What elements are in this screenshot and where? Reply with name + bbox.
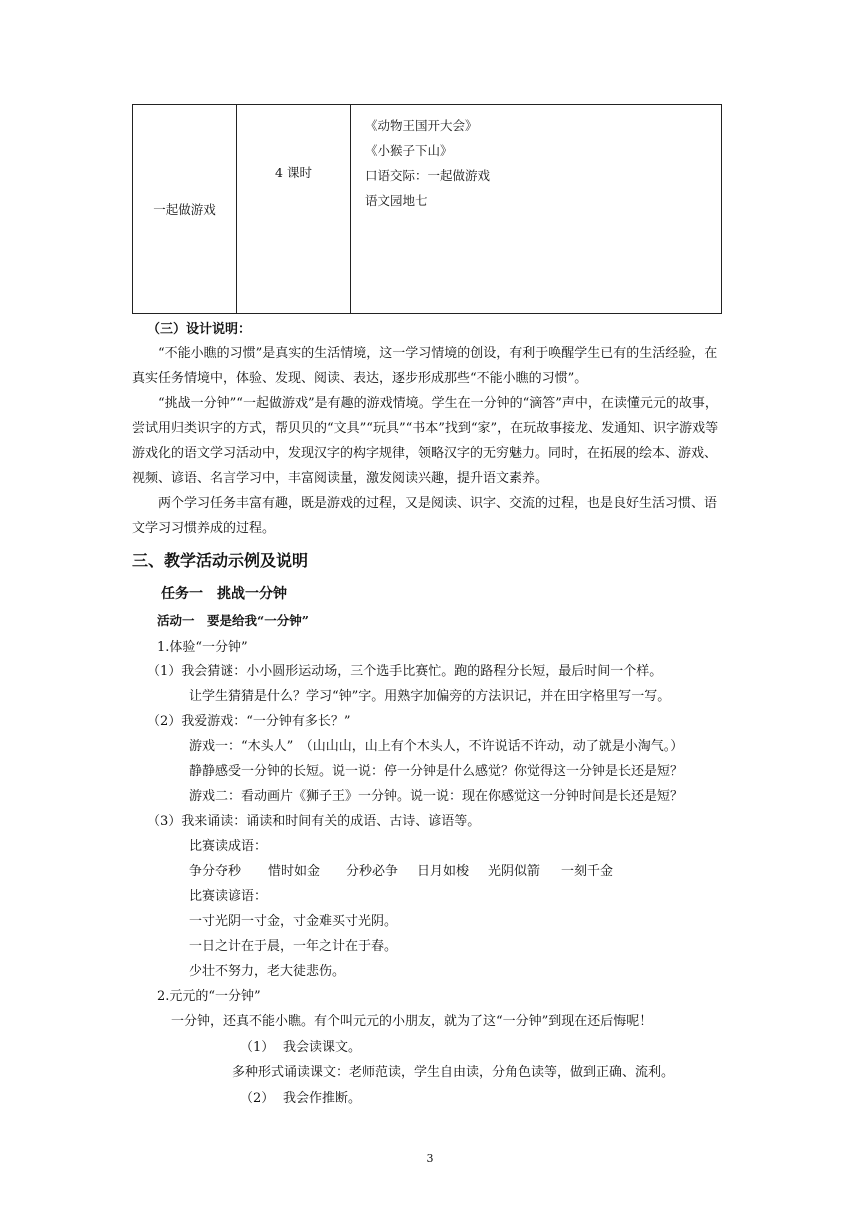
- idioms-label: 比赛读成语：: [189, 839, 268, 854]
- idiom-item: 一刻千金: [561, 864, 614, 879]
- idiom-item: 惜时如金: [268, 864, 321, 879]
- sub-item-title: （2）我爱游戏：“一分钟有多长？”: [147, 714, 351, 729]
- text-line: 多种形式诵读课文：老师范读，学生自由读，分角色读等，做到正确、流利。: [232, 1065, 675, 1080]
- text-line: 让学生猜猜是什么？学习“钟”字。用熟字加偏旁的方法识记，并在田字格里写一写。: [189, 689, 671, 704]
- activity-title: 活动一 要是给我“一分钟”: [157, 613, 309, 628]
- item-title: 2.元元的“一分钟”: [157, 989, 261, 1004]
- proverb-item: 一日之计在于晨，一年之计在于春。: [189, 939, 398, 954]
- sub-item-number: （2）: [240, 1091, 275, 1106]
- hours-cell: 4 课时: [237, 105, 351, 314]
- proverbs-label: 比赛读谚语：: [189, 889, 268, 904]
- idiom-item: 光阴似箭: [488, 864, 541, 879]
- text-line: 游戏二：看动画片《狮子王》一分钟。说一说：现在你感觉这一分钟时间是长还是短？: [189, 789, 684, 804]
- task-title: 任务一 挑战一分钟: [161, 586, 287, 602]
- sub-item-title: （3）我来诵读：诵读和时间有关的成语、古诗、谚语等。: [147, 814, 481, 829]
- proverb-item: 一寸光阴一寸金，寸金难买寸光阴。: [189, 914, 398, 929]
- design-heading: （三）设计说明：: [147, 322, 252, 337]
- lesson-item: 《动物王国开大会》: [365, 118, 478, 133]
- text-line: 静静感受一分钟的长短。说一说：停一分钟是什么感觉？你觉得这一分钟是长还是短？: [189, 764, 684, 779]
- lessons-cell: [351, 105, 722, 314]
- sub-item-text: 我会读课文。: [283, 1040, 362, 1055]
- page-number: 3: [426, 1152, 434, 1165]
- idiom-item: 日月如梭: [417, 864, 470, 879]
- sub-item-text: 我会作推断。: [283, 1091, 362, 1106]
- text-line: 游戏一：“木头人” （山山山，山上有个木头人，不许说话不许动，动了就是小淘气。）: [189, 739, 684, 754]
- design-paragraph: “不能小瞧的习惯”是真实的生活情境，这一学习情境的创设，有利于唤醒学生已有的生活经验，在真实任务情境中，体验、发现、阅读、表达，逐步形成那些“不能小瞧的习惯”。: [132, 346, 718, 386]
- design-paragraph: “挑战一分钟”“一起做游戏”是有趣的游戏情境。学生在一分钟的“滴答”声中，在读懂元元的故事，尝试用归类识字的方式，帮贝贝的“文具”“玩具”“书本”找到“家”，在玩故事接龙、发通知、识字游戏等游戏化的语文学习活动中，发现汉字的构字规律，领略汉字的无穷魅力。同时，在拓展的绘本、游戏、视频、谚语、名言学习中，丰富阅读量，激发阅读兴趣，提升语文素养。: [132, 396, 719, 486]
- lesson-item: 《小猴子下山》: [365, 143, 453, 158]
- lesson-item: 语文园地七: [365, 193, 428, 208]
- idiom-item: 争分夺秒: [189, 864, 242, 879]
- design-paragraph: 两个学习任务丰富有趣，既是游戏的过程，又是阅读、识字、交流的过程，也是良好生活习惯、语文学习习惯养成的过程。: [132, 496, 718, 536]
- schedule-table: [132, 104, 722, 314]
- sub-item-number: （1）: [240, 1040, 275, 1055]
- proverb-item: 少壮不努力，老大徒悲伤。: [189, 964, 346, 979]
- theme-cell: 一起做游戏: [133, 105, 237, 314]
- sub-item-title: （1）我会猜谜：小小圆形运动场，三个选手比赛忙。跑的路程分长短，最后时间一个样。: [147, 664, 663, 679]
- text-line: 一分钟，还真不能小瞧。有个叫元元的小朋友，就为了这“一分钟”到现在还后悔呢！: [171, 1014, 653, 1029]
- lesson-item: 口语交际：一起做游戏: [365, 168, 491, 183]
- item-title: 1.体验“一分钟”: [157, 640, 248, 655]
- idiom-item: 分秒必争: [346, 864, 399, 879]
- section-title: 三、教学活动示例及说明: [132, 551, 309, 570]
